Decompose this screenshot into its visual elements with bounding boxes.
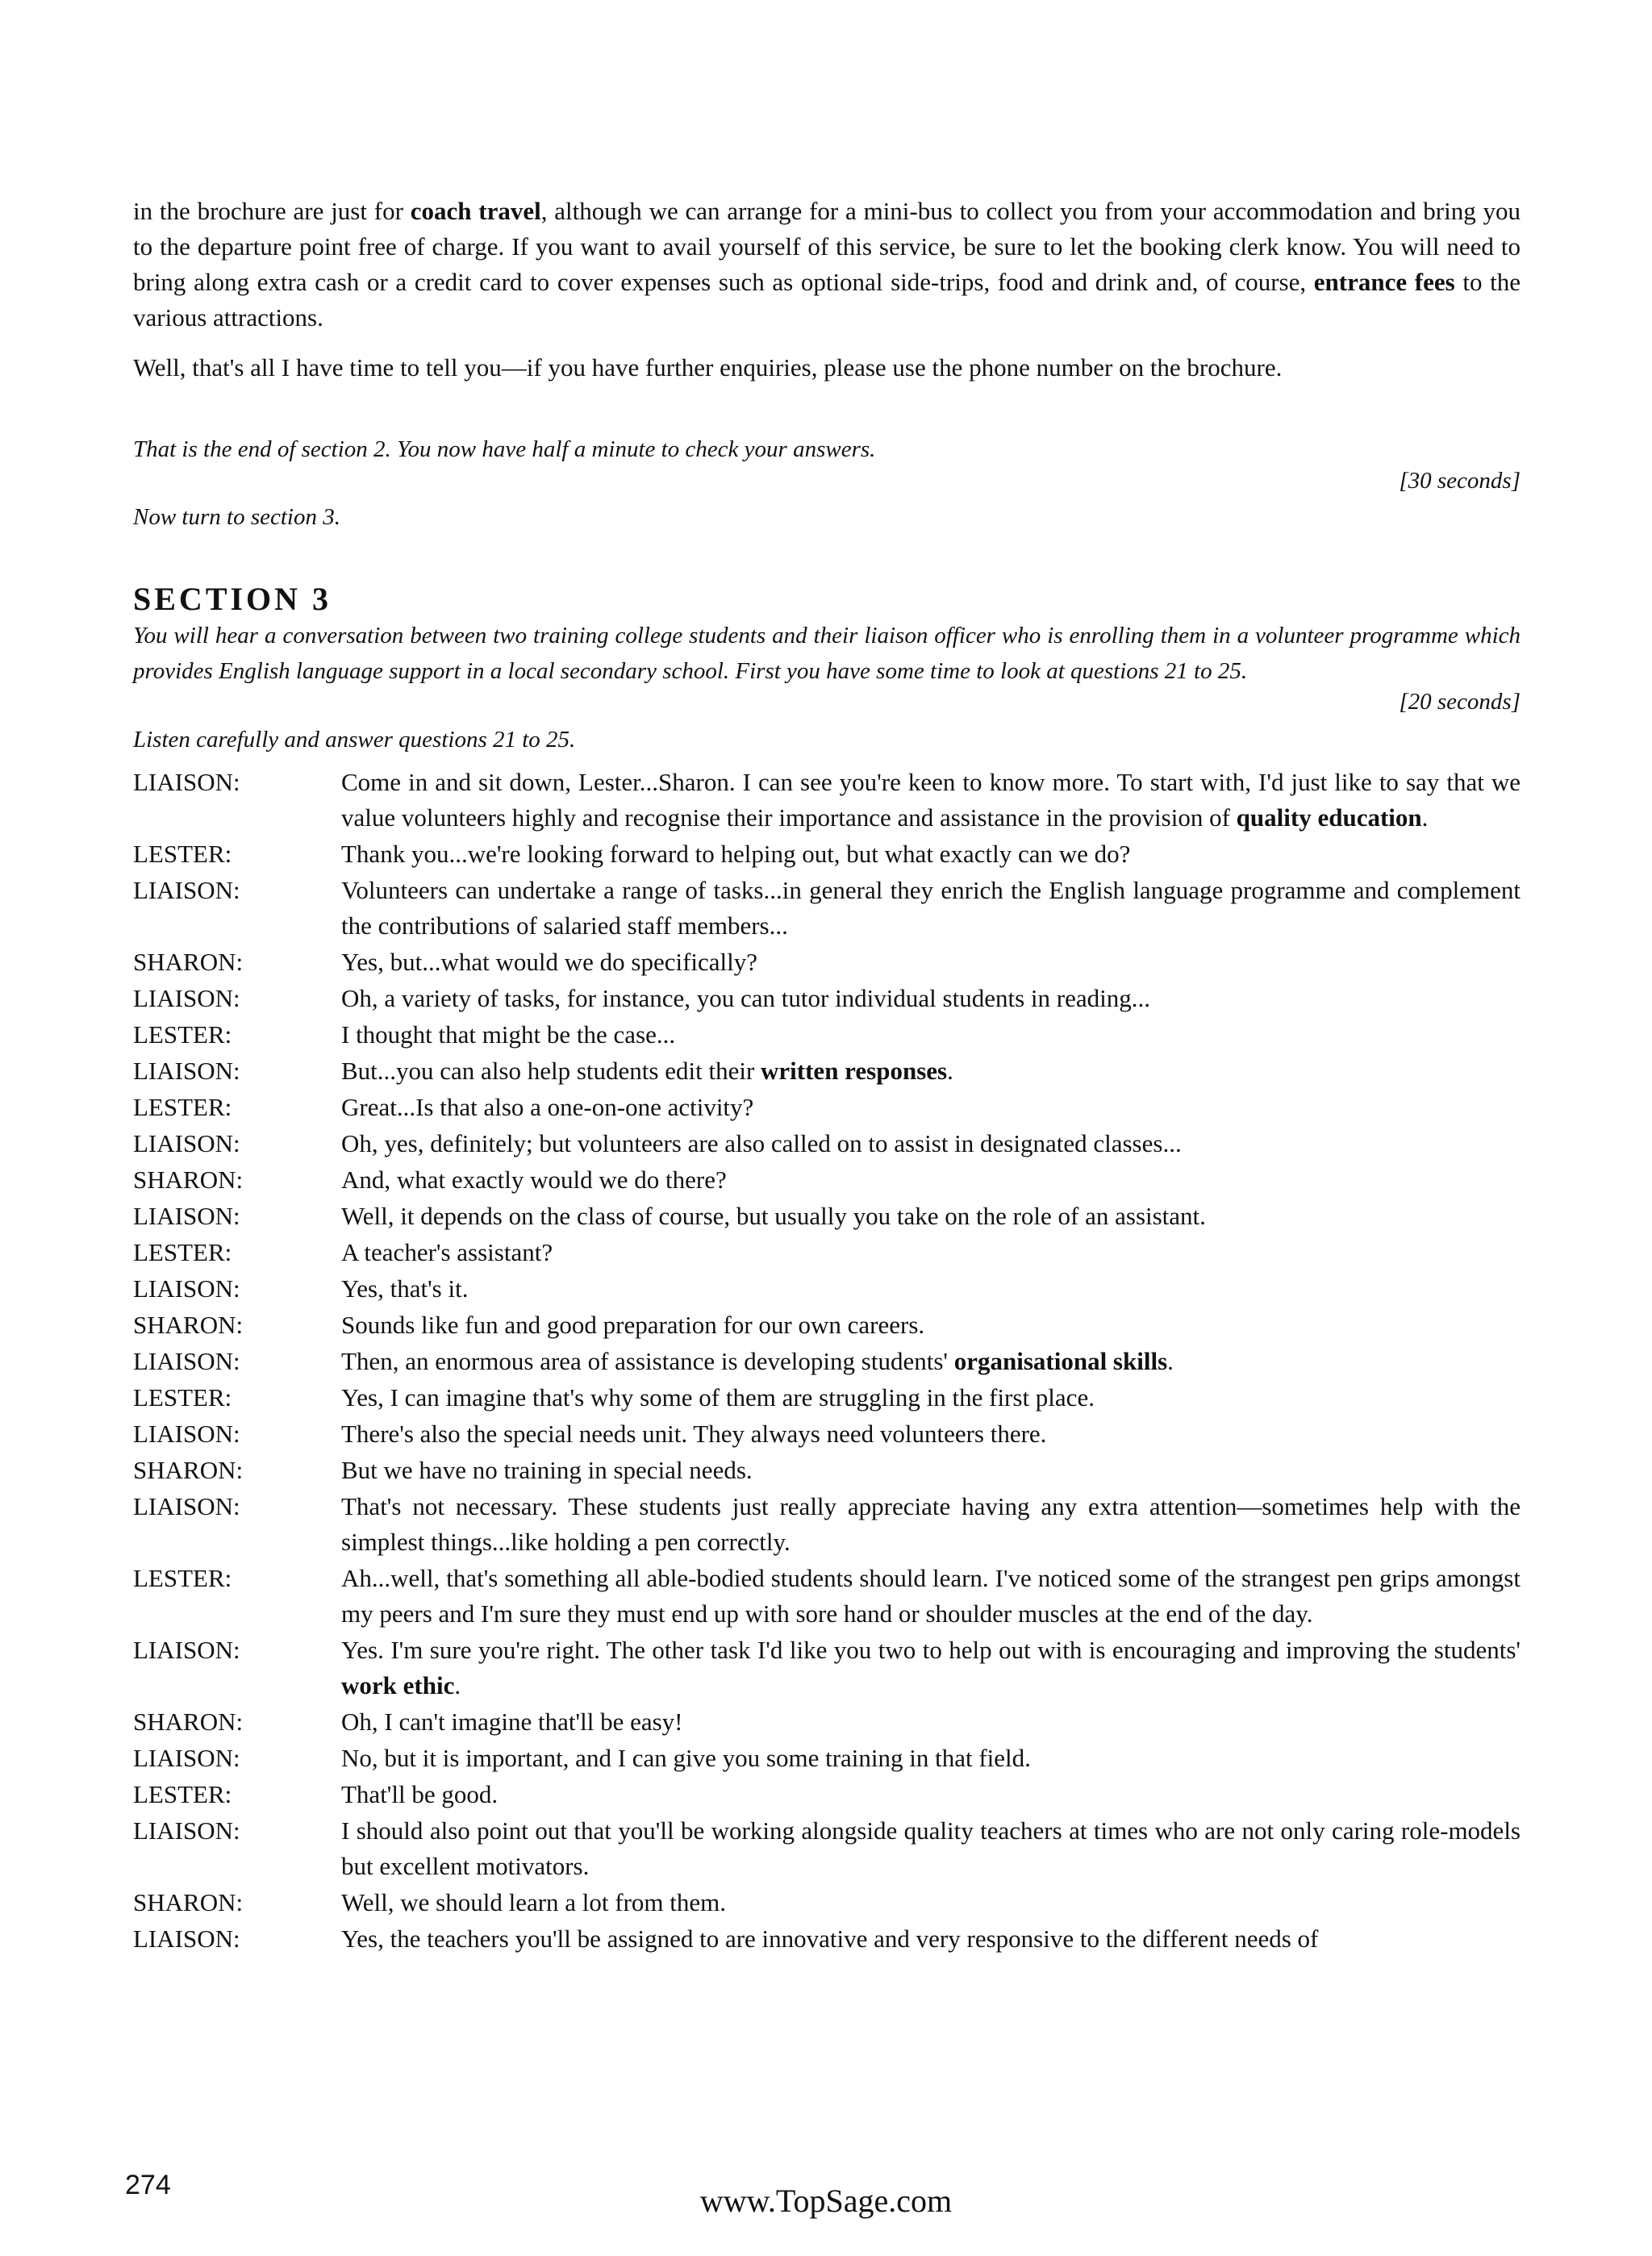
speaker-label: LESTER: bbox=[133, 1383, 232, 1412]
dialogue-line bbox=[341, 1561, 1521, 1633]
dialogue-line bbox=[341, 1885, 1521, 1921]
speaker-label: LIAISON: bbox=[133, 1744, 240, 1772]
dialogue-line bbox=[341, 1162, 1521, 1199]
line-text: Oh, yes, definitely; but volunteers are also called on to assist in designated classes... bbox=[341, 1129, 1182, 1157]
line-text: Sounds like fun and good preparation for our own careers. bbox=[341, 1311, 925, 1339]
dialogue-row bbox=[133, 981, 1521, 1017]
dialogue-line bbox=[341, 1741, 1521, 1777]
page-number: 274 bbox=[125, 2170, 171, 2200]
line-text: Thank you...we're looking forward to helping out, but what exactly can we do? bbox=[341, 840, 1131, 868]
speaker-label: LESTER: bbox=[133, 1020, 232, 1049]
dialogue-row bbox=[133, 1307, 1521, 1344]
dialogue-line bbox=[341, 1271, 1521, 1307]
dialogue-row bbox=[133, 836, 1521, 873]
line-text: A teacher's assistant? bbox=[341, 1238, 553, 1266]
page-content bbox=[133, 194, 1521, 1958]
dialogue-row bbox=[133, 765, 1521, 836]
dialogue-line bbox=[341, 765, 1521, 836]
bold-keyword: entrance fees bbox=[1313, 268, 1455, 296]
dialogue-line bbox=[341, 1235, 1521, 1271]
line-text: Oh, I can't imagine that'll be easy! bbox=[341, 1708, 683, 1736]
dialogue-row bbox=[133, 1921, 1521, 1958]
dialogue-row bbox=[133, 1235, 1521, 1271]
line-text: There's also the special needs unit. They always need volunteers there. bbox=[341, 1420, 1047, 1448]
text-run: , although we can arrange for a mini-bus to collect you from your accommodation and bring you to the departure point free of charge. If you want to avail yourself of this service, be sure to let the booking clerk know. You will need to bring along extra cash or a credit card to cover expenses such as optional side-trips, food and drink and, of course, bbox=[133, 197, 1521, 296]
dialogue-line bbox=[341, 836, 1521, 873]
dialogue-line bbox=[341, 1307, 1521, 1344]
dialogue-row bbox=[133, 1017, 1521, 1053]
dialogue-row bbox=[133, 1885, 1521, 1921]
line-text: Yes, I can imagine that's why some of them are struggling in the first place. bbox=[341, 1383, 1095, 1412]
line-text: Yes. I'm sure you're right. The other task I'd like you two to help out with is encouraging and improving the students' bbox=[341, 1636, 1521, 1664]
speaker-label: LIAISON: bbox=[133, 1202, 240, 1230]
dialogue-line bbox=[341, 1704, 1521, 1741]
dialogue-line bbox=[341, 1126, 1521, 1162]
line-text: Then, an enormous area of assistance is developing students' bbox=[341, 1347, 954, 1375]
speaker-label: LIAISON: bbox=[133, 876, 240, 904]
dialogue-line bbox=[341, 873, 1521, 945]
speaker-label: LIAISON: bbox=[133, 1492, 240, 1520]
dialogue-row bbox=[133, 1199, 1521, 1235]
speaker-label: LESTER: bbox=[133, 840, 232, 868]
dialogue-line bbox=[341, 1017, 1521, 1053]
dialogue-row bbox=[133, 1416, 1521, 1453]
dialogue-line bbox=[341, 1380, 1521, 1416]
end-of-section-2-note: That is the end of section 2. You now have half a minute to check your answers. bbox=[133, 436, 876, 462]
turn-to-section-3-note: Now turn to section 3. bbox=[133, 504, 340, 530]
dialogue-row bbox=[133, 1633, 1521, 1704]
line-text: But we have no training in special needs. bbox=[341, 1456, 753, 1484]
closing-paragraph: Well, that's all I have time to tell you—if you have further enquiries, please use the phone number on the brochure. bbox=[133, 353, 1283, 382]
line-text: That'll be good. bbox=[341, 1780, 499, 1808]
speaker-label: SHARON: bbox=[133, 1708, 244, 1736]
dialogue-line bbox=[341, 981, 1521, 1017]
line-text: And, what exactly would we do there? bbox=[341, 1166, 727, 1194]
line-text: Yes, the teachers you'll be assigned to are innovative and very responsive to the different needs of bbox=[341, 1924, 1319, 1953]
dialogue-row bbox=[133, 1813, 1521, 1885]
speaker-label: LIAISON: bbox=[133, 1274, 240, 1303]
speaker-label: LIAISON: bbox=[133, 1057, 240, 1085]
dialogue-line bbox=[341, 1199, 1521, 1235]
top-paragraph bbox=[133, 194, 1521, 336]
section-3-heading: SECTION 3 bbox=[133, 581, 332, 617]
timing-30-seconds: [30 seconds] bbox=[1399, 468, 1521, 494]
dialogue-row bbox=[133, 1162, 1521, 1199]
dialogue-row bbox=[133, 1271, 1521, 1307]
dialogue-row bbox=[133, 1777, 1521, 1813]
bold-keyword: work ethic bbox=[341, 1671, 455, 1699]
line-text-end: . bbox=[1167, 1347, 1174, 1375]
dialogue-row bbox=[133, 1344, 1521, 1380]
dialogue-line bbox=[341, 945, 1521, 981]
line-text: Come in and sit down, Lester...Sharon. I can see you're keen to know more. To start with, I'd just like to say that we value volunteers highly and recognise their importance and assistance in the provision of bbox=[341, 768, 1521, 832]
line-text-end: . bbox=[1421, 803, 1429, 832]
dialogue-row bbox=[133, 1453, 1521, 1489]
line-text: Volunteers can undertake a range of tasks...in general they enrich the English language programme and complement the contributions of salaried staff members... bbox=[341, 876, 1521, 940]
speaker-label: LIAISON: bbox=[133, 1816, 240, 1845]
speaker-label: LESTER: bbox=[133, 1564, 232, 1592]
dialogue-line bbox=[341, 1416, 1521, 1453]
dialogue-line bbox=[341, 1053, 1521, 1090]
line-text: Great...Is that also a one-on-one activity? bbox=[341, 1093, 754, 1121]
text-run: in the brochure are just for bbox=[133, 197, 411, 225]
text-run: to the various attractions. bbox=[133, 268, 1521, 332]
speaker-label: SHARON: bbox=[133, 1456, 244, 1484]
speaker-label: SHARON: bbox=[133, 1166, 244, 1194]
dialogue-line bbox=[341, 1777, 1521, 1813]
dialogue-line bbox=[341, 1813, 1521, 1885]
dialogue-row bbox=[133, 1741, 1521, 1777]
speaker-label: LIAISON: bbox=[133, 768, 240, 796]
line-text: But...you can also help students edit their bbox=[341, 1057, 761, 1085]
speaker-label: LIAISON: bbox=[133, 984, 240, 1012]
dialogue-table bbox=[133, 765, 1521, 1958]
line-text: Yes, but...what would we do specifically? bbox=[341, 948, 758, 976]
line-text: Well, it depends on the class of course, but usually you take on the role of an assistant. bbox=[341, 1202, 1206, 1230]
speaker-label: SHARON: bbox=[133, 948, 244, 976]
dialogue-line bbox=[341, 1344, 1521, 1380]
speaker-label: LIAISON: bbox=[133, 1347, 240, 1375]
line-text: Oh, a variety of tasks, for instance, you can tutor individual students in reading... bbox=[341, 984, 1150, 1012]
dialogue-row bbox=[133, 1489, 1521, 1561]
section-3-intro: You will hear a conversation between two training college students and their liaison officer who is enrolling them in a volunteer programme which provides English language support in a local secondary school. First you have some time to look at questions 21 to 25. bbox=[133, 623, 1521, 684]
line-text: I should also point out that you'll be working alongside quality teachers at times who are not only caring role-models but excellent motivators. bbox=[341, 1816, 1521, 1880]
line-text: Yes, that's it. bbox=[341, 1274, 469, 1303]
speaker-label: LESTER: bbox=[133, 1093, 232, 1121]
line-text: I thought that might be the case... bbox=[341, 1020, 676, 1049]
line-text: Well, we should learn a lot from them. bbox=[341, 1888, 727, 1916]
dialogue-row bbox=[133, 1126, 1521, 1162]
speaker-label: LIAISON: bbox=[133, 1924, 240, 1953]
line-text: That's not necessary. These students just really appreciate having any extra attention—sometimes help with the simplest things...like holding a pen correctly. bbox=[341, 1492, 1521, 1556]
speaker-label: LIAISON: bbox=[133, 1420, 240, 1448]
speaker-label: LESTER: bbox=[133, 1238, 232, 1266]
speaker-label: SHARON: bbox=[133, 1311, 244, 1339]
dialogue-line bbox=[341, 1921, 1521, 1958]
timing-20-seconds: [20 seconds] bbox=[1399, 689, 1521, 715]
listen-instruction: Listen carefully and answer questions 21 to 25. bbox=[133, 727, 576, 753]
speaker-label: LIAISON: bbox=[133, 1636, 240, 1664]
dialogue-row bbox=[133, 1380, 1521, 1416]
dialogue-line bbox=[341, 1453, 1521, 1489]
line-text-end: . bbox=[454, 1671, 461, 1699]
speaker-label: SHARON: bbox=[133, 1888, 244, 1916]
dialogue-row bbox=[133, 1053, 1521, 1090]
dialogue-row bbox=[133, 873, 1521, 945]
dialogue-line bbox=[341, 1633, 1521, 1704]
line-text: Ah...well, that's something all able-bodied students should learn. I've noticed some of the strangest pen grips amongst my peers and I'm sure they must end up with sore hand or shoulder muscles at the end of the day. bbox=[341, 1564, 1521, 1628]
bold-keyword: coach travel bbox=[410, 197, 541, 225]
dialogue-row bbox=[133, 945, 1521, 981]
dialogue-line bbox=[341, 1489, 1521, 1561]
dialogue-line bbox=[341, 1090, 1521, 1126]
speaker-label: LESTER: bbox=[133, 1780, 232, 1808]
dialogue-row bbox=[133, 1704, 1521, 1741]
line-text-end: . bbox=[947, 1057, 953, 1085]
dialogue-row bbox=[133, 1561, 1521, 1633]
footer-url: www.TopSage.com bbox=[699, 2183, 953, 2219]
dialogue-row bbox=[133, 1090, 1521, 1126]
bold-keyword: written responses bbox=[761, 1057, 948, 1085]
line-text: No, but it is important, and I can give you some training in that field. bbox=[341, 1744, 1031, 1772]
bold-keyword: quality education bbox=[1236, 803, 1422, 832]
speaker-label: LIAISON: bbox=[133, 1129, 240, 1157]
bold-keyword: organisational skills bbox=[953, 1347, 1168, 1375]
